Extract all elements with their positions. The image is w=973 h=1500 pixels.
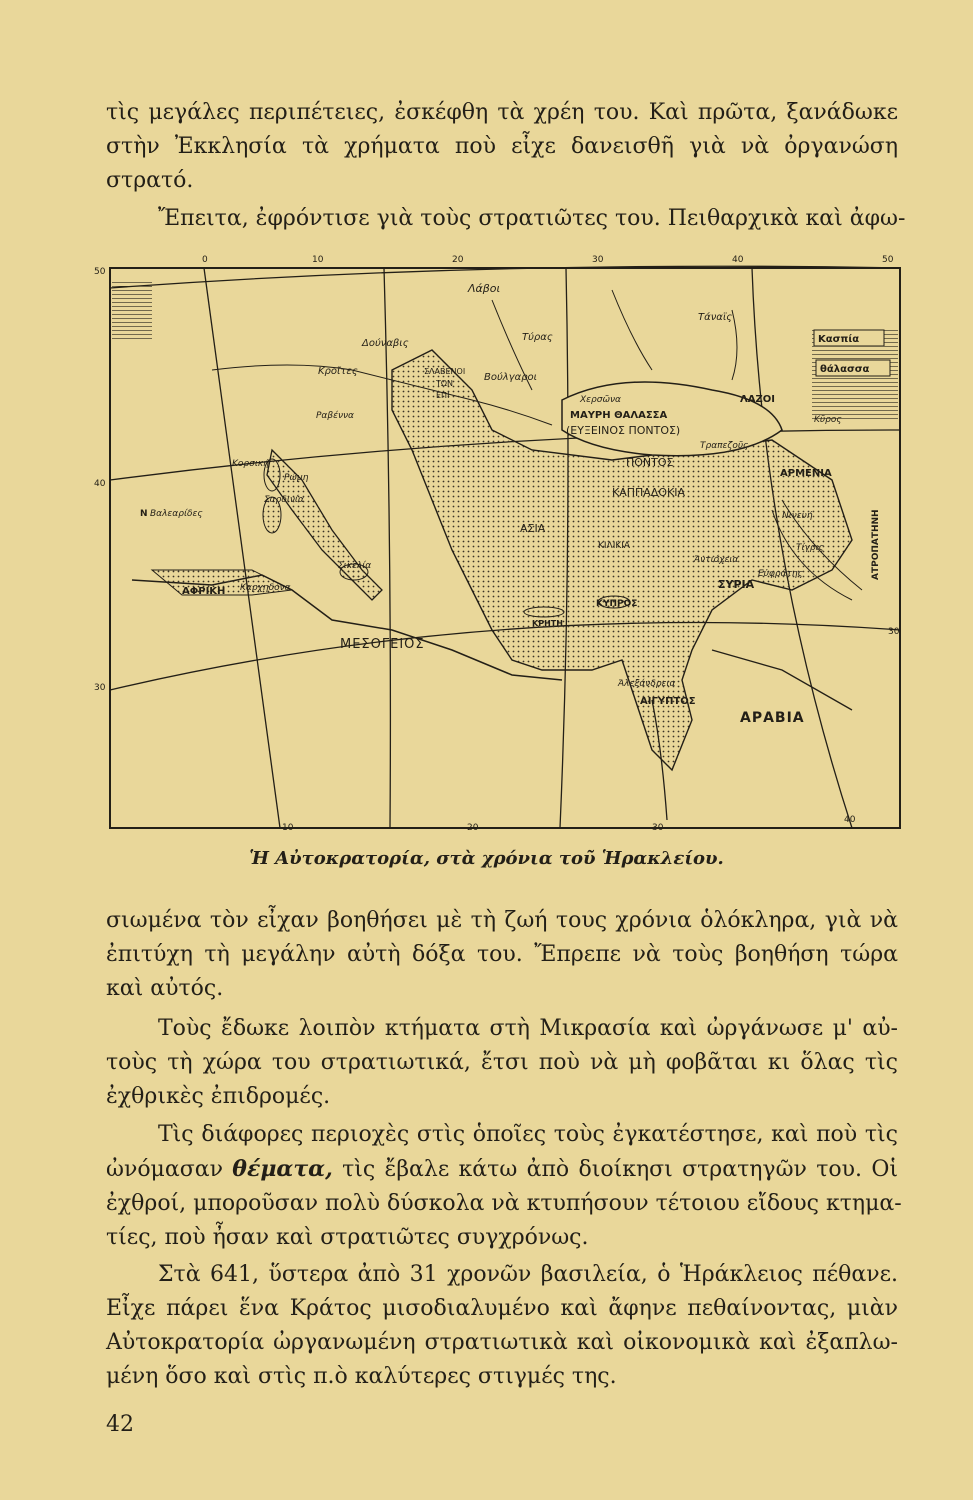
place-label: Βαλεαρίδες <box>150 509 203 519</box>
text-line: τίες, ποὺ ἦσαν καὶ στρατιῶτες συγχρόνως. <box>106 1225 589 1250</box>
place-label: ΑΙΓΥΠΤΟΣ <box>640 696 696 707</box>
text-line: Τοὺς ἔδωκε λοιπὸν κτήματα στὴ Μικρασία καὶ ὠργάνωσε μ' αὐ- <box>158 1016 898 1041</box>
tick-label: 30 <box>94 683 106 693</box>
place-label: Νινευή <box>782 511 813 521</box>
place-label: Δούναβις <box>362 338 409 349</box>
empire-map <box>92 250 904 834</box>
place-label: ΚΡΗΤΗ <box>532 619 563 628</box>
paragraph-1 <box>106 96 898 198</box>
tick-label: 40 <box>844 815 856 825</box>
paragraph-3 <box>106 1012 898 1114</box>
place-label: Βούλγαροι <box>484 372 538 383</box>
place-label: Ἀλεξάνδρεια <box>618 679 676 689</box>
text-line: Εἶχε πάρει ἕνα Κράτος μισοδιαλυμένο καὶ ἄφηνε πεθαίνοντας, μιὰν <box>106 1296 898 1321</box>
text-line: σιωμένα τὸν εἶχαν βοηθήσει μὲ τὴ ζωή τους χρόνια ὁλόκληρα, γιὰ νὰ <box>106 908 898 933</box>
tick-label: 0 <box>202 255 208 265</box>
page-number: 42 <box>106 1412 134 1437</box>
place-label: ΜΑΥΡΗ ΘΑΛΑΣΣΑ <box>570 410 668 421</box>
place-label: Λάβοι <box>468 282 501 295</box>
place-label: ΚΥΠΡΟΣ <box>596 599 638 609</box>
text-line: Αὐτοκρατορία ὠργανωμένη στρατιωτικὰ καὶ οἰκονομικὰ καὶ ἐξαπλω- <box>106 1330 898 1355</box>
place-label: ΚΙΛΙΚΙΑ <box>598 541 631 551</box>
map-caption: Ἡ Αὐτοκρατορία, στὰ χρόνια τοῦ Ἡρακλείου. <box>249 848 724 869</box>
text-line: καὶ αὐτός. <box>106 976 224 1001</box>
place-label: Ν <box>140 509 148 519</box>
place-label: Κῦρος <box>814 415 842 425</box>
place-label: ΤΩΝ <box>436 379 453 388</box>
place-label: Καρχηδόνα <box>240 583 291 593</box>
emphasized-term: θέματα, <box>232 1156 333 1182</box>
place-label: Ραβέννα <box>316 411 354 421</box>
place-label: ΜΕΣΟΓΕΙΟΣ <box>340 637 425 652</box>
paragraph-2-end <box>106 904 898 1006</box>
place-label: Κροῖτες <box>318 366 358 377</box>
tick-label: 20 <box>452 255 464 265</box>
text-line: μένη ὅσο καὶ στὶς π.ὸ καλύτερες στιγμές της. <box>106 1364 617 1389</box>
place-label: Τίγρις <box>796 543 824 553</box>
place-label: ΑΡΑΒΙΑ <box>740 710 805 726</box>
place-label: ΕΠΙ <box>436 391 450 400</box>
text-line: Στὰ 641, ὕστερα ἀπὸ 31 χρονῶν βασιλεία, ὁ Ἡράκλειος πέθανε. <box>158 1262 898 1287</box>
place-label: ΛΑΖΟΙ <box>740 394 775 405</box>
place-label: Τραπεζοῦς <box>700 441 749 451</box>
place-label: ΚΑΠΠΑΔΟΚΙΑ <box>612 486 685 499</box>
place-label: Ἀντιόχεια <box>694 555 739 565</box>
place-label: θάλασσα <box>820 364 870 375</box>
text-line: Ἔπειτα, ἐφρόντισε γιὰ τοὺς στρατιῶτες του. Πειθαρχικὰ καὶ ἀφω- <box>158 206 906 231</box>
tick-label: 20 <box>467 823 479 833</box>
tick-label: 40 <box>732 255 744 265</box>
text-fragment: ὠνόμασαν <box>106 1157 233 1182</box>
text-line: τὶς μεγάλες περιπέτειες, ἐσκέφθη τὰ χρέη του. Καὶ πρῶτα, ξανάδωκε <box>106 100 898 125</box>
paragraph-4 <box>106 1118 902 1255</box>
tick-label: 30 <box>652 823 664 833</box>
text-line: Τὶς διάφορες περιοχὲς στὶς ὁποῖες τοὺς ἐγκατέστησε, καὶ ποὺ τὶς <box>158 1122 898 1147</box>
place-label: Κορσική <box>232 459 269 469</box>
place-label: Σαρδινία <box>264 495 304 505</box>
text-line <box>106 1152 898 1187</box>
text-line: ἐχθροί, μποροῦσαν πολὺ δύσκολα νὰ κτυπήσουν τέτοιου εἴδους κτημα- <box>106 1191 902 1216</box>
place-label: Σικελία <box>338 561 372 571</box>
tick-label: 30 <box>888 627 900 637</box>
paragraph-2-start <box>106 202 906 236</box>
text-line: ἐπιτύχη τὴ μεγάλην αὐτὴ δόξα του. Ἔπρεπε νὰ τοὺς βοηθήση τώρα <box>106 942 898 967</box>
tick-label: 10 <box>282 823 294 833</box>
place-label: ΣΥΡΙΑ <box>718 578 755 591</box>
paragraph-5 <box>106 1258 898 1394</box>
tick-label: 10 <box>312 255 324 265</box>
place-label: Τάναϊς <box>698 312 733 323</box>
text-fragment: τὶς ἔβαλε κάτω ἀπὸ διοίκησι στρατηγῶν του. Οἱ <box>332 1157 898 1182</box>
place-label: Ρώμη <box>284 473 309 483</box>
place-label: ΑΤΡΟΠΑΤΗΝΗ <box>871 509 881 580</box>
tick-label: 40 <box>94 479 106 489</box>
text-line: τοὺς τὴ χώρα του στρατιωτικά, ἔτσι ποὺ νὰ μὴ φοβᾶται κι ὅλας τὶς <box>106 1050 898 1075</box>
tick-label: 30 <box>592 255 604 265</box>
map-figure <box>92 250 904 834</box>
place-label: ΑΡΜΕΝΙΑ <box>780 468 832 479</box>
place-label: Χερσῶνα <box>580 395 621 405</box>
top-ticks <box>202 255 894 265</box>
place-label: Τύρας <box>522 332 553 343</box>
place-label: Κασπία <box>818 334 860 345</box>
tick-label: 50 <box>882 255 894 265</box>
hatched-region <box>112 280 152 340</box>
place-label: ΠΟΝΤΟΣ <box>626 456 674 469</box>
place-label: ΑΦΡΙΚΗ <box>182 586 226 597</box>
place-label: ΑΣΙΑ <box>520 522 546 535</box>
tick-label: 50 <box>94 267 106 277</box>
place-label: ΣΛΑΒΕΝΟΙ <box>424 367 466 376</box>
place-label: Εὐφράτης <box>758 569 803 579</box>
text-line: ἐχθρικὲς ἐπιδρομές. <box>106 1084 331 1109</box>
bottom-ticks <box>282 815 856 833</box>
text-line: στρατό. <box>106 168 194 193</box>
text-line: στὴν Ἐκκλησία τὰ χρήματα ποὺ εἶχε δανεισθῆ γιὰ νὰ ὀργανώση <box>106 134 898 159</box>
crete <box>524 607 564 617</box>
place-label: (ΕΥΞΕΙΝΟΣ ΠΟΝΤΟΣ) <box>566 424 681 437</box>
